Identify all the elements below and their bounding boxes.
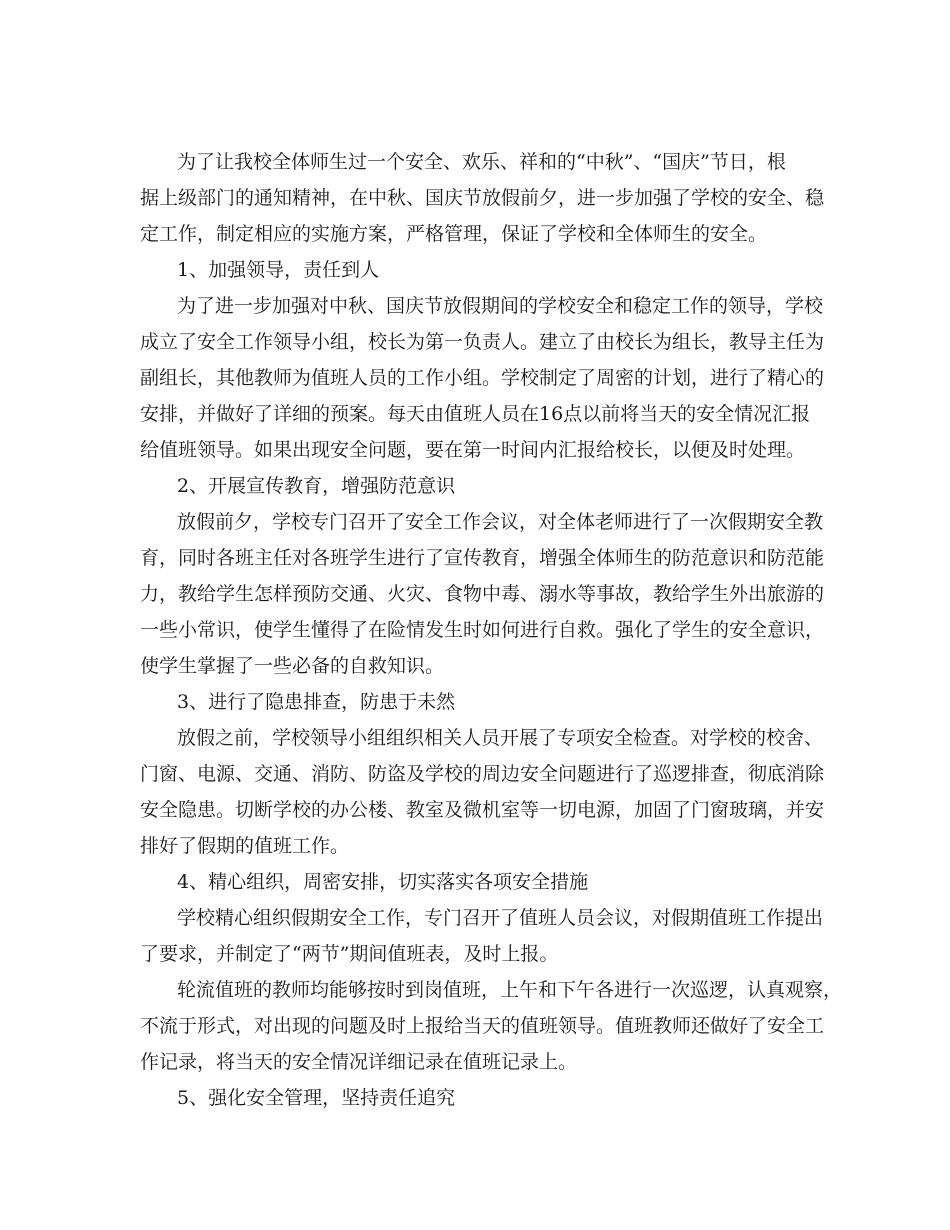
paragraph-line: 定工作，制定相应的实施方案，严格管理，保证了学校和全体师生的安全。 <box>140 223 768 245</box>
section-heading: 2、开展宣传教育，增强防范意识 <box>177 475 456 497</box>
paragraph-line: 育，同时各班主任对各班学生进行了宣传教育，增强全体师生的防范意识和防范能 <box>140 547 825 569</box>
paragraph-line: 门窗、电源、交通、消防、防盗及学校的周边安全问题进行了巡逻排查，彻底消除 <box>140 763 825 785</box>
section-heading: 3、进行了隐患排查，防患于未然 <box>177 691 456 713</box>
paragraph-line: 作记录，将当天的安全情况详细记录在值班记录上。 <box>140 1051 578 1073</box>
paragraph-line: 轮流值班的教师均能够按时到岗值班，上午和下午各进行一次巡逻，认真观察， <box>177 979 843 1001</box>
paragraph-line: 使学生掌握了一些必备的自救知识。 <box>140 655 445 677</box>
paragraph-line: 排好了假期的值班工作。 <box>140 835 350 857</box>
paragraph-line: 副组长，其他教师为值班人员的工作小组。学校制定了周密的计划，进行了精心的 <box>140 367 825 389</box>
paragraph-line: 安排，并做好了详细的预案。每天由值班人员在16点以前将当天的安全情况汇报 <box>140 403 811 425</box>
section-heading: 5、强化安全管理，坚持责任追究 <box>177 1087 456 1109</box>
section-heading: 1、加强领导，责任到人 <box>177 259 380 281</box>
paragraph-line: 力，教给学生怎样预防交通、火灾、食物中毒、溺水等事故，教给学生外出旅游的 <box>140 583 825 605</box>
paragraph-line: 为了进一步加强对中秋、国庆节放假期间的学校安全和稳定工作的领导，学校 <box>177 295 824 317</box>
paragraph-line: 放假之前，学校领导小组组织相关人员开展了专项安全检查。对学校的校舍、 <box>177 727 824 749</box>
paragraph-line: 成立了安全工作领导小组，校长为第一负责人。建立了由校长为组长，教导主任为 <box>140 331 825 353</box>
paragraph-line: 安全隐患。切断学校的办公楼、教室及微机室等一切电源，加固了门窗玻璃，并安 <box>140 799 825 821</box>
paragraph-line: 一些小常识，使学生懂得了在险情发生时如何进行自救。强化了学生的安全意识， <box>140 619 825 641</box>
paragraph-line: 学校精心组织假期安全工作，专门召开了值班人员会议，对假期值班工作提出 <box>177 907 824 929</box>
paragraph-line: 给值班领导。如果出现安全问题，要在第一时间内汇报给校长，以便及时处理。 <box>140 439 806 461</box>
paragraph-line: 不流于形式，对出现的问题及时上报给当天的值班领导。值班教师还做好了安全工 <box>140 1015 825 1037</box>
paragraph-line: 放假前夕，学校专门召开了安全工作会议，对全体老师进行了一次假期安全教 <box>177 511 824 533</box>
section-heading: 4、精心组织，周密安排，切实落实各项安全措施 <box>177 871 589 893</box>
paragraph-line: 为了让我校全体师生过一个安全、欢乐、祥和的“中秋”、“国庆”节日，根 <box>177 151 786 173</box>
paragraph-line: 了要求，并制定了“两节”期间值班表，及时上报。 <box>140 943 559 965</box>
paragraph-line: 据上级部门的通知精神，在中秋、国庆节放假前夕，进一步加强了学校的安全、稳 <box>140 187 825 209</box>
